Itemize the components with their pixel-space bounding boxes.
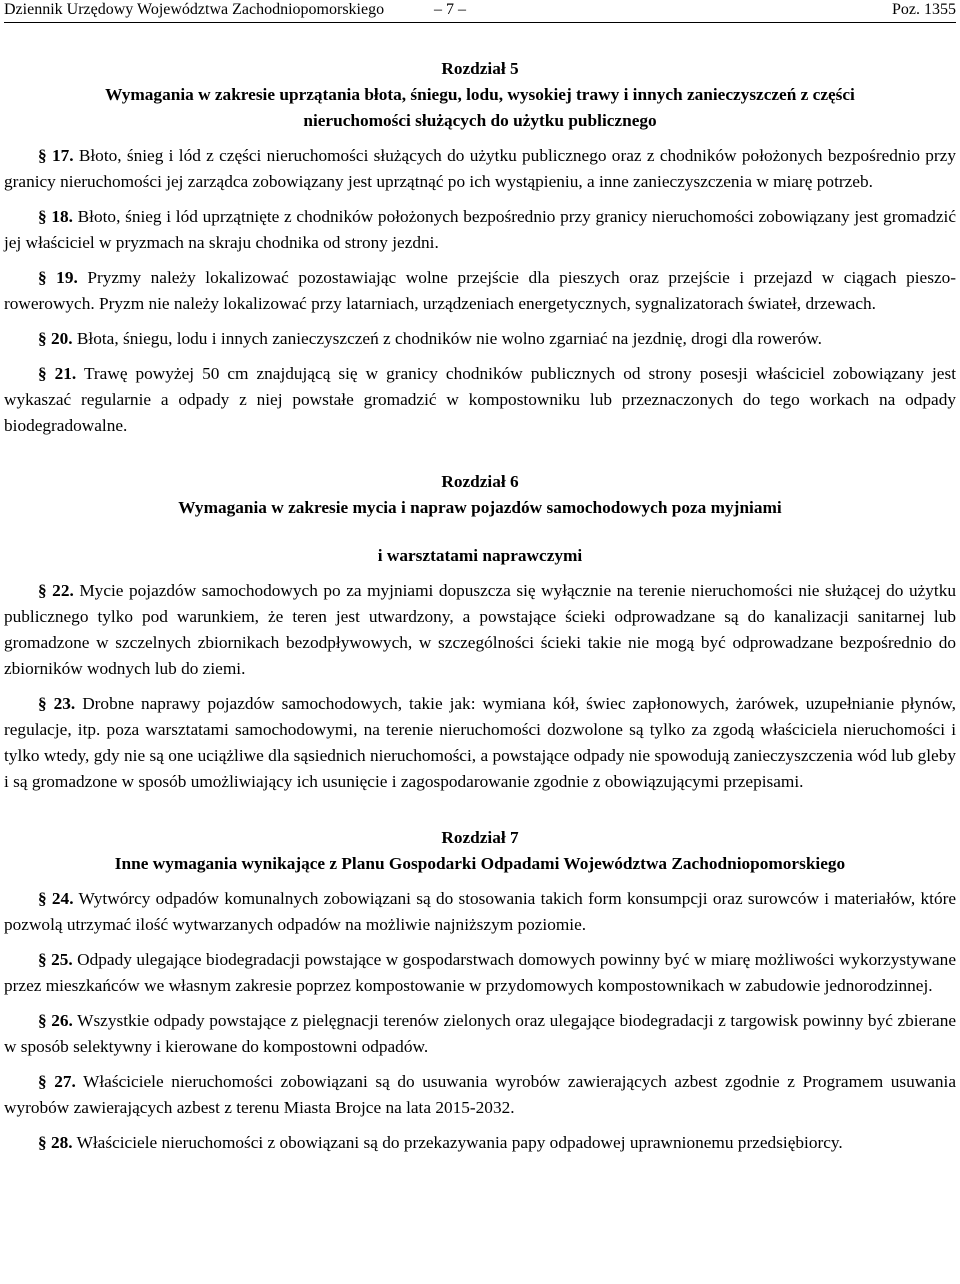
paragraph-number: § 20. [38,329,73,348]
paragraph-text: Odpady ulegające biodegradacji powstające w gospodarstwach domowych powinny być w miarę możliwości wykorzystywane przez mieszkańców we własnym zakresie poprzez kompostowanie w przydomowych kompostownikach w zabudowie jednorodzinnej. [4,950,956,995]
page-number: – 7 – [434,1,466,18]
chapter-subtitle: Wymagania w zakresie uprzątania błota, śniegu, lodu, wysokiej trawy i innych zanieczyszczeń z części [105,85,855,104]
paragraph-number: § 23. [38,694,76,713]
chapter-subtitle: Inne wymagania wynikające z Planu Gospodarki Odpadami Województwa Zachodniopomorskiego [114,854,846,873]
paragraph [4,578,956,682]
paragraph-number: § 19. [38,268,78,287]
paragraph [4,204,956,256]
page-header [4,0,956,23]
chapter-title: Rozdział 6 [441,472,519,491]
paragraph-text: Wszystkie odpady powstające z pielęgnacji terenów zielonych oraz ulegające biodegradacji z targowisk powinny być zbierane w sposób selektywny i kierowane do kompostowni odpadów. [4,1011,957,1056]
chapter-6-heading [4,469,956,569]
paragraph-number: § 25. [38,950,73,969]
chapter-subtitle: Wymagania w zakresie mycia i napraw pojazdów samochodowych poza myjniami [178,498,782,517]
paragraph-text: Błoto, śnieg i lód uprzątnięte z chodników położonych bezpośrednio przy granicy nieruchomości zobowiązany jest gromadzić jej właściciel w pryzmach na skraju chodnika od strony jezdni. [4,207,956,252]
paragraph-number: § 21. [38,364,77,383]
paragraph-number: § 24. [38,889,74,908]
chapter-5-heading [4,56,956,134]
paragraph [4,947,956,999]
paragraph-number: § 17. [38,146,74,165]
paragraph-text: Wytwórcy odpadów komunalnych zobowiązani są do stosowania takich form konsumpcji oraz surowców i materiałów, które pozwolą utrzymać ilość wytwarzanych odpadów na możliwie najniższym poziomie. [4,889,957,934]
paragraph-number: § 26. [38,1011,73,1030]
paragraph [4,1069,956,1121]
paragraph [4,1130,956,1156]
paragraph-text: Drobne naprawy pojazdów samochodowych, takie jak: wymiana kół, świec zapłonowych, żarówek, uzupełnianie płynów, regulacje, itp. poza warsztatami samochodowymi, na terenie nieruchomości dozwolone są tylko za zgodą właściciela nieruchomości i tylko wtedy, gdy nie są one uciążliwe dla sąsiednich nieruchomości, a powstające odpady nie spowodują zanieczyszczenia wód lub gleby i są gromadzone w sposób umożliwiający ich usunięcie i zagospodarowanie zgodnie z obowiązującymi przepisami. [4,694,957,791]
paragraph [4,361,956,439]
paragraph [4,265,956,317]
paragraph-number: § 27. [38,1072,76,1091]
position-number: Poz. 1355 [892,1,956,18]
paragraph [4,886,956,938]
paragraph-text: Właściciele nieruchomości z obowiązani są do przekazywania papy odpadowej uprawnionemu przedsiębiorcy. [72,1133,843,1152]
paragraph [4,326,956,352]
document-body [4,56,956,1156]
paragraph-text: Pryzmy należy lokalizować pozostawiając wolne przejście dla pieszych oraz przejście i przejazd w ciągach pieszo-rowerowych. Pryzm nie należy lokalizować przy latarniach, urządzeniach energetycznych, sygnalizatorach świateł, drzewach. [4,268,957,313]
paragraph [4,1008,956,1060]
chapter-title: Rozdział 7 [441,828,519,847]
paragraph-number: § 18. [38,207,73,226]
paragraph-text: Mycie pojazdów samochodowych po za myjniami dopuszcza się wyłącznie na terenie nieruchomości nie służącej do użytku publicznego tylko pod warunkiem, że teren jest utwardzony, a powstające ścieki odprowadzane są do kanalizacji sanitarnej lub gromadzone w szczelnych zbiornikach bezodpływowych, w szczególności ścieki takie nie mogą być odprowadzane bezpośrednio do zbiorników wodnych lub do ziemi. [4,581,956,678]
paragraph-number: § 28. [38,1133,73,1152]
paragraph-text: Błota, śniegu, lodu i innych zanieczyszczeń z chodników nie wolno zgarniać na jezdnię, drogi dla rowerów. [72,329,822,348]
paragraph-text: Trawę powyżej 50 cm znajdującą się w granicy chodników publicznych od strony posesji właściciel zobowiązany jest wykaszać regularnie a odpady z niej powstałe gromadzić w kompostowniku lub przeznaczonych do tego workach na odpady biodegradowalne. [4,364,957,435]
chapter-title: Rozdział 5 [441,59,519,78]
chapter-subtitle: nieruchomości służących do użytku publicznego [303,111,657,130]
journal-title: Dziennik Urzędowy Województwa Zachodniopomorskiego [4,1,385,18]
paragraph-text: Błoto, śnieg i lód z części nieruchomości służących do użytku publicznego oraz z chodników położonych bezpośrednio przy granicy nieruchomości jej zarządca zobowiązany jest uprzątnąć po ich wystąpieniu, a inne zanieczyszczenia w miarę potrzeb. [4,146,956,191]
chapter-subtitle: i warsztatami naprawczymi [377,546,583,565]
paragraph-number: § 22. [38,581,74,600]
chapter-7-heading [4,825,956,877]
paragraph [4,691,956,795]
paragraph-text: Właściciele nieruchomości zobowiązani są do usuwania wyrobów zawierających azbest zgodnie z Programem usuwania wyrobów zawierających azbest z terenu Miasta Brojce na lata 2015-2032. [4,1072,956,1117]
paragraph [4,143,956,195]
